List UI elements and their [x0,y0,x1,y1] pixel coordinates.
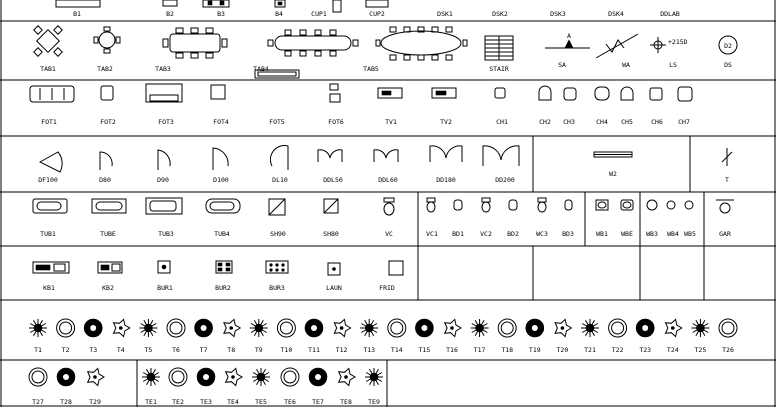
label-tab3: TAB3 [155,65,171,73]
label-dsk1: DSK1 [437,10,453,18]
label-t23: T23 [639,346,652,354]
tree-t4-symbol [114,319,130,336]
tub4-symbol [206,199,240,213]
tree-t13-symbol [360,319,378,337]
label-te4: TE4 [227,398,239,406]
burner-bur1-symbol [158,261,170,273]
tree-t22-symbol [609,319,627,337]
label-sa: SA [558,61,566,69]
label-t8: T8 [227,346,236,354]
tree-t23-symbol [636,319,654,337]
tub3-symbol [146,198,182,214]
label-tub4: TUB4 [214,230,230,238]
label-t24: T24 [666,346,679,354]
tree-t12-symbol [334,319,350,336]
sofa-fot1-symbol [30,86,74,102]
label-te2: TE2 [172,398,184,406]
tub1-symbol [33,199,67,213]
tree-t29-symbol [88,368,104,385]
label-frid: FRID [379,284,395,292]
label-t9: T9 [254,346,263,354]
basin-wb4-symbol [667,201,675,209]
bidet-bd3-symbol [565,200,572,210]
label-t27: T27 [32,398,44,406]
label-wb4: WB4 [667,230,679,238]
label-t6: T6 [172,346,180,354]
label-t3: T3 [89,346,98,354]
label-t18: T18 [501,346,514,354]
section-arrow-sa-symbol [545,32,590,48]
label-te9: TE9 [368,398,380,406]
label-fot4: FOT4 [213,118,229,126]
burner-bur3-symbol [266,261,288,273]
label-te3: TE3 [200,398,212,406]
label-te5: TE5 [255,398,267,406]
door-tag-ds-symbol [719,36,737,54]
row-6 [29,319,737,354]
laundry-laun-symbol [328,263,340,275]
label-t21: T21 [584,346,596,354]
tree-te9-symbol [365,368,383,386]
label-te8: TE8 [340,398,352,406]
basin-wb3-symbol [647,200,657,210]
bidet-bd2-symbol [509,200,517,210]
tree-te1-symbol [142,368,160,386]
label-t16: T16 [446,346,458,354]
tree-t27-symbol [29,368,47,386]
tree-t15-symbol [415,319,433,337]
label-te6: TE6 [284,398,296,406]
bidet-bd1-symbol [454,200,462,210]
label-t5: T5 [144,346,153,354]
door-df100-symbol [40,152,62,172]
tree-t6-symbol [167,319,185,337]
label-vc1: VC1 [426,230,438,238]
ds-mark: D2 [724,42,732,50]
label-cup2: CUP2 [369,10,385,18]
table-tab1-symbol [34,26,62,56]
label-t13: T13 [363,346,376,354]
label-ch2: CH2 [539,118,551,126]
chair-ch4-symbol [595,87,609,100]
kitchen-kb2-symbol [98,262,122,273]
label-fot1: FOT1 [41,118,57,126]
tree-t20-symbol [555,319,571,336]
row-7 [29,368,383,406]
t-symbol [722,148,732,166]
tree-t14-symbol [388,319,406,337]
label-ddl50: DDL50 [323,176,343,184]
row-5 [33,261,403,292]
label-ddl60: DDL60 [378,176,398,184]
wc-vc1-symbol [427,198,435,212]
label-t4: T4 [116,346,125,354]
label-t17: T17 [473,346,486,354]
label-ch1: CH1 [496,118,508,126]
tree-t21-symbol [581,319,599,337]
label-dsk2: DSK2 [492,10,508,18]
level-ls-symbol [650,37,688,53]
label-fot2: FOT2 [100,118,116,126]
label-dsk4: DSK4 [608,10,624,18]
basin-wb1-symbol [596,200,608,210]
label-bd2: BD2 [507,230,519,238]
label-ch6: CH6 [651,118,663,126]
label-b2: B2 [166,10,174,18]
label-t10: T10 [280,346,293,354]
label-tv2: TV2 [440,118,452,126]
label-te7: TE7 [312,398,324,406]
sofa-fot3-symbol [146,84,182,102]
label-tab5: TAB5 [363,65,379,73]
kitchen-kb1-symbol [33,262,69,273]
tree-t10-symbol [277,319,295,337]
label-t14: T14 [390,346,403,354]
chair-ch2-symbol [539,86,551,100]
label-bur2: BUR2 [215,284,231,292]
garage-gar-symbol [716,200,734,213]
label-tab4: TAB4 [253,65,269,73]
tree-te8-symbol [339,368,355,385]
label-wb5: WB5 [684,230,696,238]
wc-vc2-symbol [482,198,490,212]
tree-t26-symbol [719,319,737,337]
label-fot5: FOT5 [269,118,285,126]
chair-ch6-symbol [650,88,662,100]
label-d80: D80 [99,176,111,184]
label-gar: GAR [719,230,731,238]
label-cup1: CUP1 [311,10,327,18]
label-fot3: FOT3 [158,118,174,126]
label-kb2: KB2 [102,284,114,292]
tree-te2-symbol [169,368,187,386]
label-ch3: CH3 [563,118,575,126]
door-dd180-symbol [430,146,462,162]
label-dd200: DD200 [495,176,515,184]
label-tab1: TAB1 [40,65,56,73]
label-b3: B3 [217,10,225,18]
door-ddl60-symbol [374,150,398,162]
tree-te4-symbol [226,368,242,385]
wc-wc3-symbol [538,198,546,212]
label-ls: LS [669,61,677,69]
label-t11: T11 [308,346,320,354]
label-te1: TE1 [145,398,157,406]
label-dsk3: DSK3 [550,10,566,18]
tree-t8-symbol [224,319,240,336]
ls-mark: +215D [668,38,688,46]
row-1 [34,26,737,78]
label-t12: T12 [335,346,348,354]
door-ddl50-symbol [318,150,342,162]
label-b4: B4 [275,10,283,18]
label-d90: D90 [157,176,169,184]
label-w2: W2 [609,170,617,178]
label-sh90: SH90 [270,230,286,238]
tree-t17-symbol [471,319,489,337]
table-tab3-symbol [163,28,227,58]
label-t15: T15 [418,346,431,354]
table-tab4-symbol [255,30,358,78]
label-wb3: WB3 [646,230,658,238]
tree-t19-symbol [526,319,544,337]
label-wb1: WB1 [596,230,608,238]
tree-t3-symbol [84,319,102,337]
label-dl10: DL10 [272,176,288,184]
tree-t25-symbol [691,319,709,337]
label-t: T [725,176,729,184]
tree-t2-symbol [57,319,75,337]
tree-te5-symbol [252,368,270,386]
tree-t24-symbol [666,319,682,336]
chair-ch3-symbol [564,88,576,100]
label-t2: T2 [61,346,70,354]
tree-t16-symbol [445,319,461,336]
label-dd180: DD180 [436,176,456,184]
chair-ch5-symbol [621,87,633,100]
door-dd200-symbol [483,146,519,166]
table-tab5-symbol [376,27,467,60]
wc-vc-symbol [384,198,394,215]
label-b1: B1 [73,10,81,18]
label-t22: T22 [611,346,624,354]
door-d80-symbol [100,152,112,170]
tree-t7-symbol [195,319,213,337]
tree-t28-symbol [57,368,75,386]
label-tub3: TUB3 [158,230,174,238]
sa-mark: A [567,32,571,40]
row-4 [33,198,734,238]
label-t7: T7 [199,346,208,354]
label-wbe: WBE [621,230,633,238]
chair-ch1-symbol [495,88,505,98]
label-kb1: KB1 [43,284,55,292]
row-2 [30,84,692,126]
label-t28: T28 [60,398,72,406]
basin-wbe-symbol [621,200,633,210]
label-ch5: CH5 [621,118,633,126]
chair-fot6-symbol [330,84,340,102]
label-ch7: CH7 [678,118,690,126]
label-tab2: TAB2 [97,65,113,73]
tree-t1-symbol [29,319,47,337]
fridge-frid-symbol [389,261,403,275]
tree-te6-symbol [281,368,299,386]
chair-fot4-symbol [211,85,225,99]
label-stair: STAIR [489,65,509,73]
tv1-symbol [378,88,402,98]
label-sh80: SH80 [323,230,339,238]
tree-t5-symbol [139,319,157,337]
label-ch4: CH4 [596,118,608,126]
tree-t18-symbol [498,319,516,337]
burner-bur2-symbol [216,261,232,273]
basin-wb5-symbol [685,201,693,209]
row-3 [38,146,732,184]
shower-sh90-symbol [269,199,285,215]
label-tv1: TV1 [385,118,397,126]
label-vc2: VC2 [480,230,492,238]
label-t26: T26 [722,346,734,354]
label-df100: DF100 [38,176,58,184]
shower-sh80-symbol [324,199,338,213]
stair-symbol [485,36,513,60]
label-wc3: WC3 [536,230,548,238]
label-t1: T1 [34,346,42,354]
label-tube: TUBE [100,230,116,238]
door-dl10-symbol [270,146,288,170]
label-bur3: BUR3 [269,284,285,292]
label-bur1: BUR1 [157,284,173,292]
row-0 [56,0,680,18]
tv2-symbol [432,88,456,98]
tube-symbol [92,199,126,213]
table-tab2-symbol [94,27,120,53]
chair-fot2-symbol [101,86,113,100]
label-bd1: BD1 [452,230,464,238]
chair-ch7-symbol [678,87,692,101]
label-t19: T19 [528,346,541,354]
label-bd3: BD3 [562,230,574,238]
door-d90-symbol [158,150,170,170]
tree-t9-symbol [250,319,268,337]
label-d100: D100 [213,176,229,184]
tree-te3-symbol [197,368,215,386]
label-t25: T25 [694,346,707,354]
label-laun: LAUN [326,284,342,292]
label-t29: T29 [89,398,101,406]
window-w2-symbol [594,152,632,157]
label-t20: T20 [556,346,569,354]
label-tub1: TUB1 [40,230,56,238]
label-ddlab: DDLAB [660,10,680,18]
tree-te7-symbol [309,368,327,386]
label-ds: DS [724,61,732,69]
label-fot6: FOT6 [328,118,344,126]
tree-t11-symbol [305,319,323,337]
door-d100-symbol [213,148,228,170]
label-wa: WA [622,61,630,69]
wall-arrow-wa-symbol [596,34,638,58]
label-vc: VC [385,230,393,238]
